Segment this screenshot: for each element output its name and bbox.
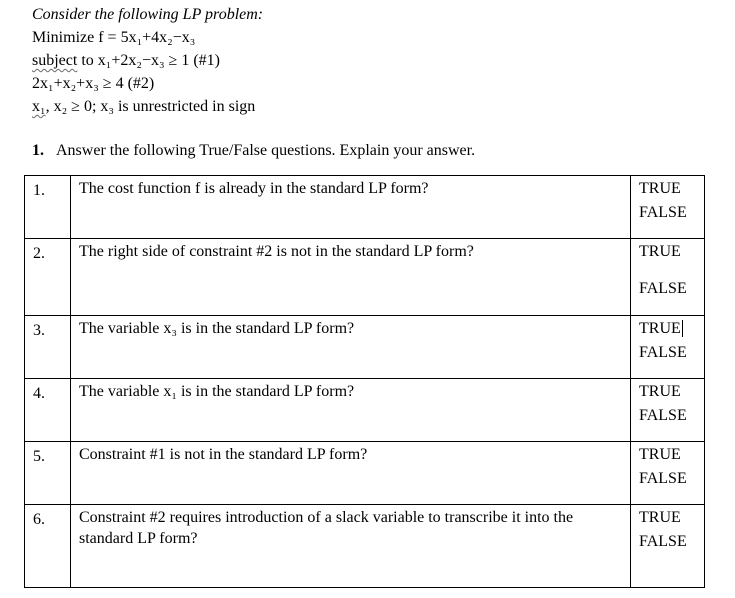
statement-text: Constraint #2 requires introduction of a slack variable to transcribe it into the standard LP form? xyxy=(79,509,574,547)
question-number: 1. xyxy=(32,142,44,159)
answer-cell[interactable] xyxy=(631,379,705,442)
table-row xyxy=(25,505,705,588)
statement-text: The variable x₁ is in the standard LP form? xyxy=(79,383,355,400)
problem-title: Consider the following LP problem: xyxy=(32,6,264,23)
row-number: 3. xyxy=(25,316,71,379)
true-option[interactable]: TRUE xyxy=(639,243,681,260)
statement-text: The variable x₃ is in the standard LP form? xyxy=(79,320,355,337)
true-false-table xyxy=(24,175,705,588)
statement-text: The cost function f is already in the standard LP form? xyxy=(79,180,429,197)
false-option[interactable]: FALSE xyxy=(639,204,687,221)
row-number: 5. xyxy=(25,442,71,505)
true-option[interactable]: TRUE xyxy=(639,383,681,400)
question-statement xyxy=(71,379,631,442)
true-option[interactable]: TRUE xyxy=(639,509,681,526)
answer-cell[interactable] xyxy=(631,239,705,316)
question-statement xyxy=(71,239,631,316)
row-number: 4. xyxy=(25,379,71,442)
table-row xyxy=(25,176,705,239)
sign-restrictions xyxy=(32,95,263,118)
statement-text: The right side of constraint #2 is not in the standard LP form? xyxy=(79,243,474,260)
true-option[interactable] xyxy=(639,318,704,339)
question-statement xyxy=(71,442,631,505)
question-text: Answer the following True/False questions. Explain your answer. xyxy=(56,142,476,159)
spellcheck-word-subject: subject xyxy=(32,52,78,69)
spellcheck-word-x1: x₁ xyxy=(32,98,46,115)
false-option[interactable]: FALSE xyxy=(639,470,687,487)
row-number: 1. xyxy=(25,176,71,239)
true-option[interactable]: TRUE xyxy=(639,446,681,463)
question-statement xyxy=(71,316,631,379)
answer-cell[interactable] xyxy=(631,316,705,379)
table-row xyxy=(25,442,705,505)
true-option[interactable]: TRUE xyxy=(639,180,681,197)
false-option[interactable]: FALSE xyxy=(639,280,687,297)
row-number: 2. xyxy=(25,239,71,316)
false-option[interactable]: FALSE xyxy=(639,407,687,424)
constraint-2: 2x₁+x₂+x₃ ≥ 4 (#2) xyxy=(32,75,155,92)
table-row xyxy=(25,239,705,316)
constraint-1-text: to x₁+2x₂−x₃ ≥ 1 (#1) xyxy=(77,52,220,69)
question-statement xyxy=(71,505,631,588)
question-heading xyxy=(32,140,475,162)
text-cursor: TRUE xyxy=(639,320,681,337)
lp-problem xyxy=(32,3,263,118)
constraint-1 xyxy=(32,49,263,72)
table-row xyxy=(25,379,705,442)
false-option[interactable]: FALSE xyxy=(639,533,687,550)
objective-function: Minimize f = 5x₁+4x₂−x₃ xyxy=(32,29,196,46)
question-statement xyxy=(71,176,631,239)
table-row xyxy=(25,316,705,379)
statement-text: Constraint #1 is not in the standard LP form? xyxy=(79,446,368,463)
false-option[interactable]: FALSE xyxy=(639,344,687,361)
answer-cell[interactable] xyxy=(631,176,705,239)
row-number: 6. xyxy=(25,505,71,588)
sign-restrictions-text: , x₂ ≥ 0; x₃ is unrestricted in sign xyxy=(45,98,256,115)
answer-cell[interactable] xyxy=(631,505,705,588)
answer-cell[interactable] xyxy=(631,442,705,505)
